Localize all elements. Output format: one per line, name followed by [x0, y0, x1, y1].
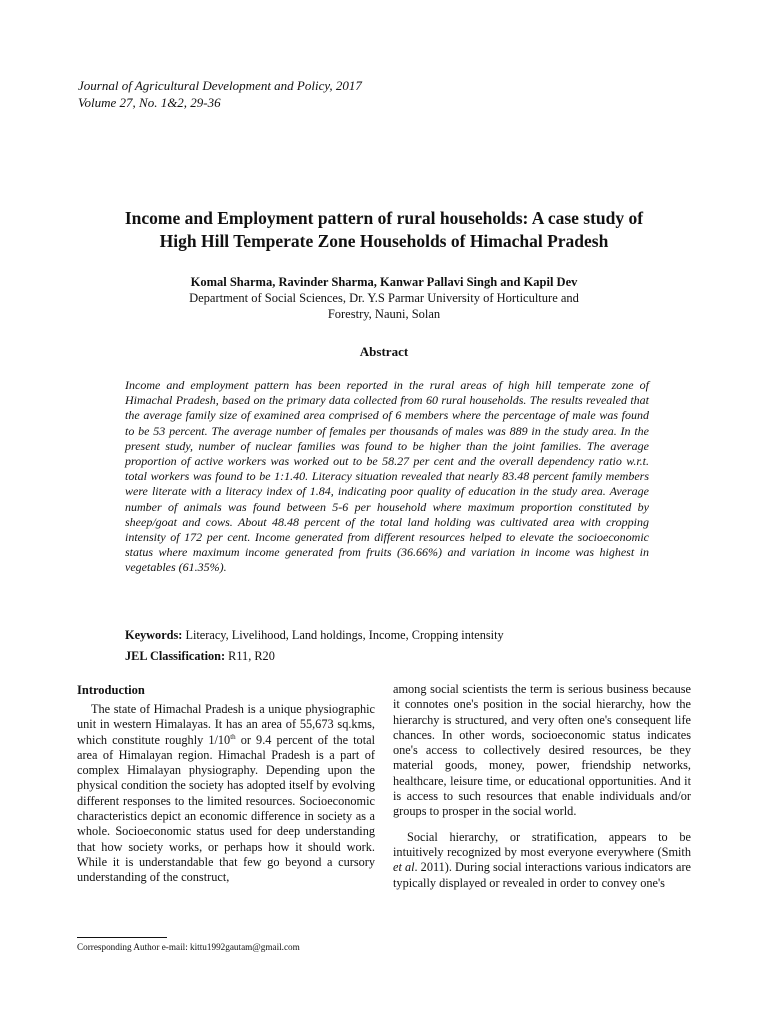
journal-name: Journal of Agricultural Development and Policy, 2017: [78, 78, 362, 93]
right-paragraph-2: [393, 830, 691, 891]
jel-value: R11, R20: [225, 649, 275, 663]
right-p2-italic: et al: [393, 860, 415, 875]
abstract-heading: Abstract: [359, 344, 409, 359]
paper-title: [60, 207, 708, 253]
affiliation-line-2: Forestry, Nauni, Solan: [327, 307, 441, 321]
right-column: [393, 682, 691, 891]
title-line-2: High Hill Temperate Zone Households of Himachal Pradesh: [159, 231, 609, 251]
introduction-heading: Introduction: [77, 683, 145, 697]
intro-text-part-2: or 9.4 percent of the total area of Himalayan region. Himachal Pradesh is a part of complex Himalayan physiography. Depending upon the physical condition the society has adopted itself by evolving different responses to the limited resources. Socioeconomic characteristics depict an economic difference in society as a whole. Socioeconomic status used for deep understanding that how society works, or perhaps how it should work. While it is understandable that few go beyond a cursory understanding of the construct,: [77, 732, 375, 885]
right-paragraph-1: among social scientists the term is serious business because it connotes one's position in the social hierarchy, how the hierarchy is structured, and very often one's consequent life chances. In other words, socioeconomic status indicates one's access to collectively desired resources, be they material goods, money, power, friendship networks, healthcare, leisure time, or educational opportunities. And it is access to such resources that enable individuals and/or groups to prosper in the social world.: [393, 682, 691, 819]
jel-label: JEL Classification:: [125, 649, 226, 663]
right-p2-part-2: . 2011). During social interactions various indicators are typically displayed or revealed in order to convey one's: [393, 860, 692, 890]
affiliation-line-1: Department of Social Sciences, Dr. Y.S Parmar University of Horticulture and: [189, 291, 579, 305]
right-p2-part-1: Social hierarchy, or stratification, appears to be intuitively recognized by most everyone everywhere (Smith: [393, 829, 691, 859]
keywords: [125, 627, 649, 643]
intro-text-part-1: The state of Himachal Pradesh is a unique physiographic unit in western Himalayas. It has an area of 55,673 sq.kms, which constitute roughly 1/10: [77, 702, 375, 747]
left-column: [77, 682, 375, 886]
keywords-value: Literacy, Livelihood, Land holdings, Income, Cropping intensity: [182, 628, 504, 642]
corresponding-author-footnote: Corresponding Author e-mail: kittu1992gautam@gmail.com: [77, 942, 300, 952]
authors: Komal Sharma, Ravinder Sharma, Kanwar Pallavi Singh and Kapil Dev: [190, 275, 578, 289]
footnote-divider: [77, 937, 167, 938]
keywords-label: Keywords:: [125, 628, 183, 642]
jel-classification: [125, 648, 649, 664]
introduction-paragraph: [77, 702, 375, 886]
abstract-text: Income and employment pattern has been reported in the rural areas of high hill temperate zone of Himachal Pradesh, based on the primary data collected from 60 rural households. The results revealed that the average family size of examined area comprised of 6 members where the percentage of male was found to be 53 percent. The average number of females per thousands of males was 889 in the study area. In the present study, number of nuclear families was found to be higher than the joint families. The average proportion of active workers was worked out to be 58.27 per cent and the overall dependency ratio w.r.t. total workers was found to be 1:1.40. Literacy situation revealed that nearly 83.48 percent family members were literate with a literacy index of 1.84, indicating poor quality of education in the study area. Average number of animals was found between 5-6 per household where maximum proportion constituted by sheep/goat and cows. About 48.48 percent of the total land holding was cultivated area with cropping intensity of 172 per cent. Income generated from different resources helped to elevate the socioeconomic status where maximum income generated from fruits (36.66%) and variation in income was highest in vegetables (61.35%).: [125, 378, 649, 575]
journal-header: [78, 77, 478, 111]
journal-volume: Volume 27, No. 1&2, 29-36: [78, 95, 221, 110]
title-line-1: Income and Employment pattern of rural households: A case study of: [124, 208, 644, 228]
intro-superscript: th: [230, 732, 236, 741]
affiliation: [80, 290, 688, 322]
